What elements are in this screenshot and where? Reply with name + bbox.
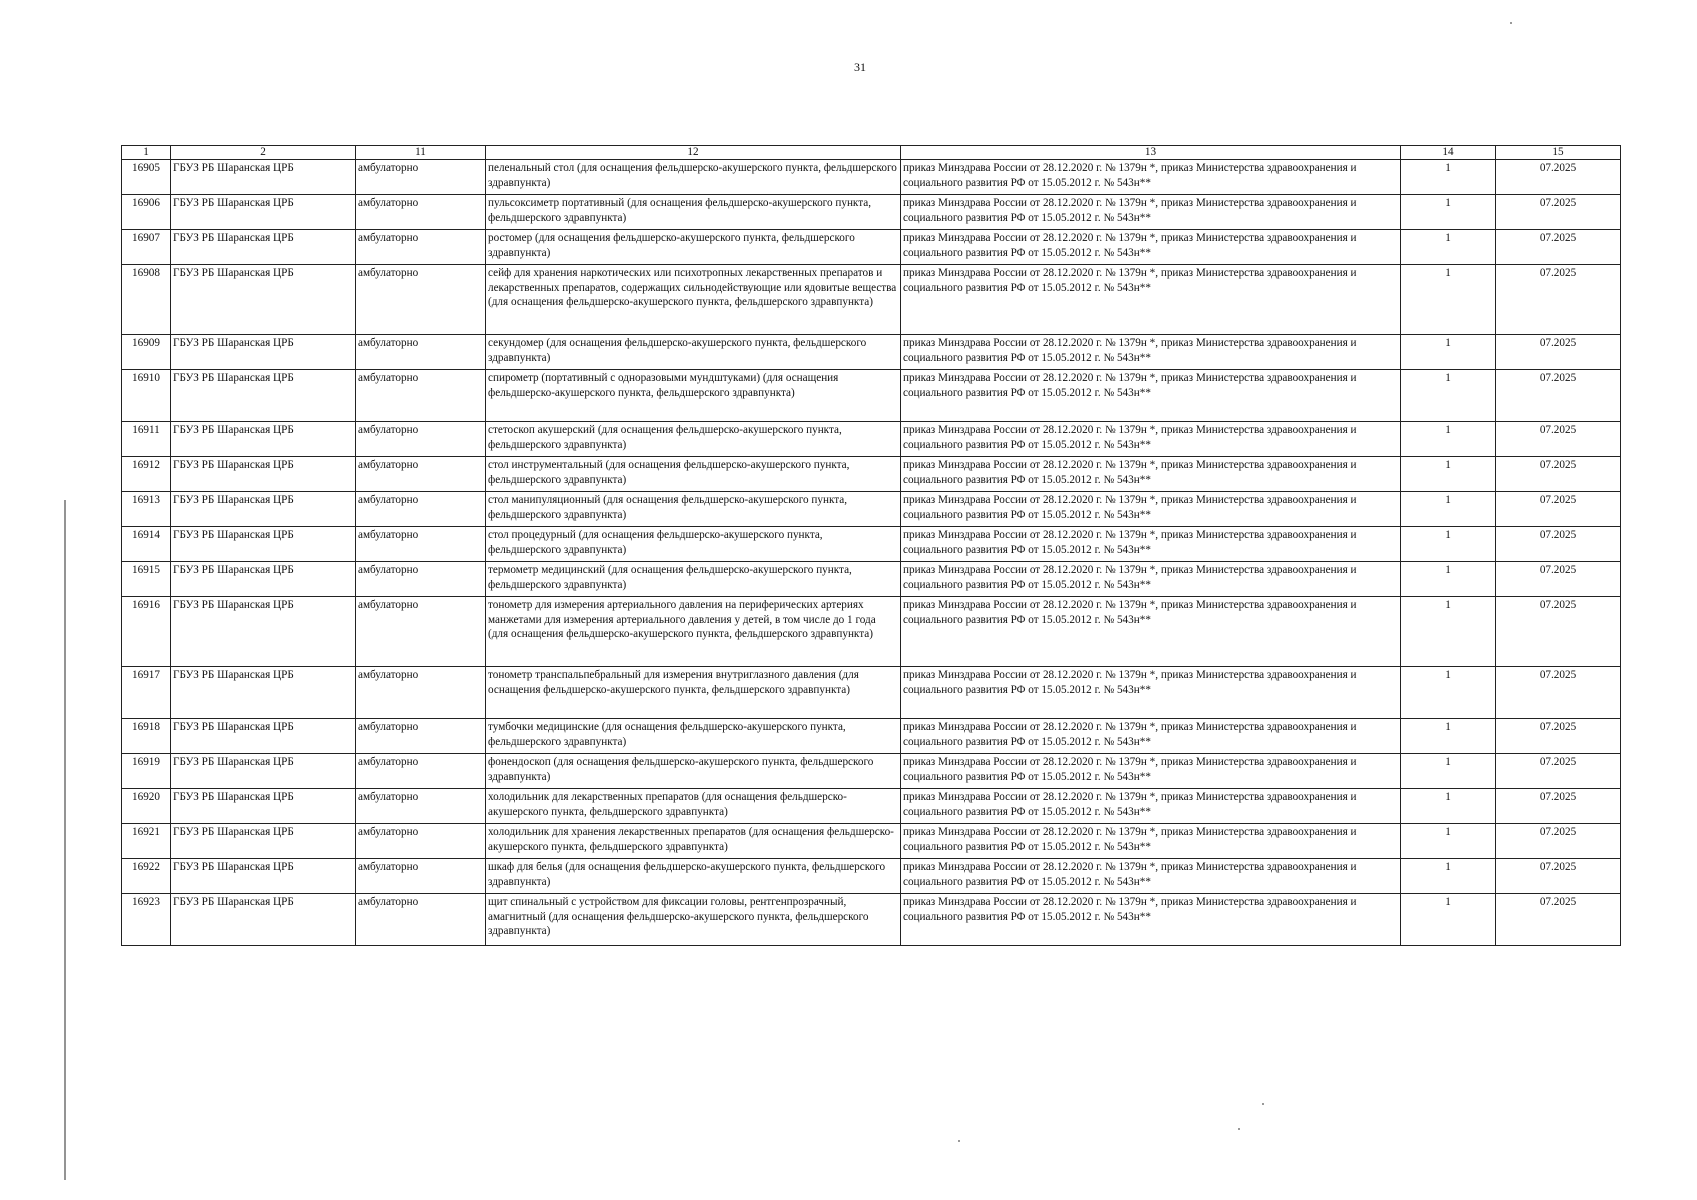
equipment-name: пеленальный стол (для оснащения фельдшерско-акушерского пункта, фельдшерского здравпункта) <box>486 160 901 195</box>
table-row <box>122 719 1621 754</box>
table-row <box>122 667 1621 719</box>
care-mode: амбулаторно <box>356 562 486 597</box>
organization-name: ГБУЗ РБ Шаранская ЦРБ <box>171 597 356 667</box>
organization-name: ГБУЗ РБ Шаранская ЦРБ <box>171 562 356 597</box>
row-number: 16915 <box>122 562 171 597</box>
care-mode: амбулаторно <box>356 754 486 789</box>
deadline-date: 07.2025 <box>1496 160 1621 195</box>
organization-name: ГБУЗ РБ Шаранская ЦРБ <box>171 667 356 719</box>
equipment-table <box>121 145 1621 946</box>
table-row <box>122 265 1621 335</box>
organization-name: ГБУЗ РБ Шаранская ЦРБ <box>171 754 356 789</box>
table-row <box>122 195 1621 230</box>
quantity: 1 <box>1401 230 1496 265</box>
organization-name: ГБУЗ РБ Шаранская ЦРБ <box>171 492 356 527</box>
care-mode: амбулаторно <box>356 597 486 667</box>
table-row <box>122 527 1621 562</box>
organization-name: ГБУЗ РБ Шаранская ЦРБ <box>171 422 356 457</box>
quantity: 1 <box>1401 597 1496 667</box>
quantity: 1 <box>1401 265 1496 335</box>
equipment-name: стол манипуляционный (для оснащения фельдшерско-акушерского пункта, фельдшерского здравпункта) <box>486 492 901 527</box>
legal-basis: приказ Минздрава России от 28.12.2020 г. № 1379н *, приказ Министерства здравоохранения и социального развития РФ от 15.05.2012 г. № 543н** <box>901 527 1401 562</box>
organization-name: ГБУЗ РБ Шаранская ЦРБ <box>171 824 356 859</box>
quantity: 1 <box>1401 824 1496 859</box>
quantity: 1 <box>1401 719 1496 754</box>
table-row <box>122 230 1621 265</box>
care-mode: амбулаторно <box>356 492 486 527</box>
deadline-date: 07.2025 <box>1496 195 1621 230</box>
equipment-name: секундомер (для оснащения фельдшерско-акушерского пункта, фельдшерского здравпункта) <box>486 335 901 370</box>
legal-basis: приказ Минздрава России от 28.12.2020 г. № 1379н *, приказ Министерства здравоохранения и социального развития РФ от 15.05.2012 г. № 543н** <box>901 597 1401 667</box>
row-number: 16914 <box>122 527 171 562</box>
scan-artifact-line <box>64 500 66 1180</box>
equipment-name: спирометр (портативный с одноразовыми мундштуками) (для оснащения фельдшерско-акушерского пункта, фельдшерского здравпункта) <box>486 370 901 422</box>
row-number: 16919 <box>122 754 171 789</box>
legal-basis: приказ Минздрава России от 28.12.2020 г. № 1379н *, приказ Министерства здравоохранения и социального развития РФ от 15.05.2012 г. № 543н** <box>901 492 1401 527</box>
equipment-name: тумбочки медицинские (для оснащения фельдшерско-акушерского пункта, фельдшерского здравпункта) <box>486 719 901 754</box>
deadline-date: 07.2025 <box>1496 492 1621 527</box>
table-row <box>122 754 1621 789</box>
care-mode: амбулаторно <box>356 527 486 562</box>
row-number: 16923 <box>122 894 171 946</box>
organization-name: ГБУЗ РБ Шаранская ЦРБ <box>171 195 356 230</box>
row-number: 16908 <box>122 265 171 335</box>
table-row <box>122 789 1621 824</box>
header-col-11: 11 <box>356 146 486 160</box>
header-col-14: 14 <box>1401 146 1496 160</box>
care-mode: амбулаторно <box>356 824 486 859</box>
legal-basis: приказ Минздрава России от 28.12.2020 г. № 1379н *, приказ Министерства здравоохранения и социального развития РФ от 15.05.2012 г. № 543н** <box>901 667 1401 719</box>
care-mode: амбулаторно <box>356 160 486 195</box>
legal-basis: приказ Минздрава России от 28.12.2020 г. № 1379н *, приказ Министерства здравоохранения и социального развития РФ от 15.05.2012 г. № 543н** <box>901 160 1401 195</box>
table-row <box>122 422 1621 457</box>
row-number: 16920 <box>122 789 171 824</box>
row-number: 16918 <box>122 719 171 754</box>
legal-basis: приказ Минздрава России от 28.12.2020 г. № 1379н *, приказ Министерства здравоохранения и социального развития РФ от 15.05.2012 г. № 543н** <box>901 824 1401 859</box>
legal-basis: приказ Минздрава России от 28.12.2020 г. № 1379н *, приказ Министерства здравоохранения и социального развития РФ от 15.05.2012 г. № 543н** <box>901 457 1401 492</box>
organization-name: ГБУЗ РБ Шаранская ЦРБ <box>171 265 356 335</box>
care-mode: амбулаторно <box>356 370 486 422</box>
table-row <box>122 370 1621 422</box>
equipment-name: стол инструментальный (для оснащения фельдшерско-акушерского пункта, фельдшерского здравпункта) <box>486 457 901 492</box>
header-col-2: 2 <box>171 146 356 160</box>
care-mode: амбулаторно <box>356 719 486 754</box>
row-number: 16917 <box>122 667 171 719</box>
deadline-date: 07.2025 <box>1496 335 1621 370</box>
table-row <box>122 492 1621 527</box>
organization-name: ГБУЗ РБ Шаранская ЦРБ <box>171 457 356 492</box>
deadline-date: 07.2025 <box>1496 562 1621 597</box>
legal-basis: приказ Минздрава России от 28.12.2020 г. № 1379н *, приказ Министерства здравоохранения и социального развития РФ от 15.05.2012 г. № 543н** <box>901 370 1401 422</box>
deadline-date: 07.2025 <box>1496 719 1621 754</box>
organization-name: ГБУЗ РБ Шаранская ЦРБ <box>171 370 356 422</box>
header-col-1: 1 <box>122 146 171 160</box>
deadline-date: 07.2025 <box>1496 894 1621 946</box>
row-number: 16909 <box>122 335 171 370</box>
table-row <box>122 335 1621 370</box>
deadline-date: 07.2025 <box>1496 527 1621 562</box>
quantity: 1 <box>1401 562 1496 597</box>
table-row <box>122 562 1621 597</box>
quantity: 1 <box>1401 492 1496 527</box>
row-number: 16911 <box>122 422 171 457</box>
deadline-date: 07.2025 <box>1496 824 1621 859</box>
row-number: 16912 <box>122 457 171 492</box>
legal-basis: приказ Минздрава России от 28.12.2020 г. № 1379н *, приказ Министерства здравоохранения и социального развития РФ от 15.05.2012 г. № 543н** <box>901 754 1401 789</box>
deadline-date: 07.2025 <box>1496 265 1621 335</box>
equipment-name: тонометр транспальпебральный для измерения внутриглазного давления (для оснащения фельдшерско-акушерского пункта, фельдшерского здравпункта) <box>486 667 901 719</box>
quantity: 1 <box>1401 527 1496 562</box>
table-row <box>122 457 1621 492</box>
row-number: 16916 <box>122 597 171 667</box>
scan-speck <box>1238 1128 1240 1130</box>
table-row <box>122 894 1621 946</box>
row-number: 16910 <box>122 370 171 422</box>
organization-name: ГБУЗ РБ Шаранская ЦРБ <box>171 335 356 370</box>
equipment-name: ростомер (для оснащения фельдшерско-акушерского пункта, фельдшерского здравпункта) <box>486 230 901 265</box>
care-mode: амбулаторно <box>356 230 486 265</box>
care-mode: амбулаторно <box>356 335 486 370</box>
quantity: 1 <box>1401 335 1496 370</box>
scan-speck <box>1262 1103 1264 1105</box>
legal-basis: приказ Минздрава России от 28.12.2020 г. № 1379н *, приказ Министерства здравоохранения и социального развития РФ от 15.05.2012 г. № 543н** <box>901 859 1401 894</box>
row-number: 16907 <box>122 230 171 265</box>
quantity: 1 <box>1401 754 1496 789</box>
deadline-date: 07.2025 <box>1496 859 1621 894</box>
quantity: 1 <box>1401 859 1496 894</box>
care-mode: амбулаторно <box>356 894 486 946</box>
quantity: 1 <box>1401 195 1496 230</box>
equipment-name: холодильник для лекарственных препаратов (для оснащения фельдшерско-акушерского пункта, фельдшерского здравпункта) <box>486 789 901 824</box>
header-col-15: 15 <box>1496 146 1621 160</box>
organization-name: ГБУЗ РБ Шаранская ЦРБ <box>171 160 356 195</box>
deadline-date: 07.2025 <box>1496 230 1621 265</box>
header-col-13: 13 <box>901 146 1401 160</box>
table-row <box>122 824 1621 859</box>
organization-name: ГБУЗ РБ Шаранская ЦРБ <box>171 859 356 894</box>
legal-basis: приказ Минздрава России от 28.12.2020 г. № 1379н *, приказ Министерства здравоохранения и социального развития РФ от 15.05.2012 г. № 543н** <box>901 562 1401 597</box>
page-number: 31 <box>854 60 866 74</box>
legal-basis: приказ Минздрава России от 28.12.2020 г. № 1379н *, приказ Министерства здравоохранения и социального развития РФ от 15.05.2012 г. № 543н** <box>901 719 1401 754</box>
quantity: 1 <box>1401 894 1496 946</box>
deadline-date: 07.2025 <box>1496 667 1621 719</box>
care-mode: амбулаторно <box>356 195 486 230</box>
row-number: 16921 <box>122 824 171 859</box>
quantity: 1 <box>1401 160 1496 195</box>
row-number: 16906 <box>122 195 171 230</box>
row-number: 16905 <box>122 160 171 195</box>
deadline-date: 07.2025 <box>1496 597 1621 667</box>
organization-name: ГБУЗ РБ Шаранская ЦРБ <box>171 789 356 824</box>
deadline-date: 07.2025 <box>1496 457 1621 492</box>
organization-name: ГБУЗ РБ Шаранская ЦРБ <box>171 719 356 754</box>
deadline-date: 07.2025 <box>1496 422 1621 457</box>
quantity: 1 <box>1401 667 1496 719</box>
care-mode: амбулаторно <box>356 457 486 492</box>
equipment-name: щит спинальный с устройством для фиксации головы, рентгенпрозрачный, амагнитный (для оснащения фельдшерско-акушерского пункта, фельдшерского здравпункта) <box>486 894 901 946</box>
header-row <box>122 146 1621 160</box>
organization-name: ГБУЗ РБ Шаранская ЦРБ <box>171 894 356 946</box>
quantity: 1 <box>1401 422 1496 457</box>
legal-basis: приказ Минздрава России от 28.12.2020 г. № 1379н *, приказ Министерства здравоохранения и социального развития РФ от 15.05.2012 г. № 543н** <box>901 894 1401 946</box>
table-row <box>122 859 1621 894</box>
deadline-date: 07.2025 <box>1496 754 1621 789</box>
organization-name: ГБУЗ РБ Шаранская ЦРБ <box>171 230 356 265</box>
quantity: 1 <box>1401 370 1496 422</box>
equipment-name: пульсоксиметр портативный (для оснащения фельдшерско-акушерского пункта, фельдшерского здравпункта) <box>486 195 901 230</box>
row-number: 16913 <box>122 492 171 527</box>
equipment-name: фонендоскоп (для оснащения фельдшерско-акушерского пункта, фельдшерского здравпункта) <box>486 754 901 789</box>
equipment-name: стол процедурный (для оснащения фельдшерско-акушерского пункта, фельдшерского здравпункта) <box>486 527 901 562</box>
deadline-date: 07.2025 <box>1496 370 1621 422</box>
scan-speck <box>958 1140 960 1142</box>
table-row <box>122 160 1621 195</box>
legal-basis: приказ Минздрава России от 28.12.2020 г. № 1379н *, приказ Министерства здравоохранения и социального развития РФ от 15.05.2012 г. № 543н** <box>901 422 1401 457</box>
care-mode: амбулаторно <box>356 789 486 824</box>
quantity: 1 <box>1401 457 1496 492</box>
legal-basis: приказ Минздрава России от 28.12.2020 г. № 1379н *, приказ Министерства здравоохранения и социального развития РФ от 15.05.2012 г. № 543н** <box>901 230 1401 265</box>
legal-basis: приказ Минздрава России от 28.12.2020 г. № 1379н *, приказ Министерства здравоохранения и социального развития РФ от 15.05.2012 г. № 543н** <box>901 789 1401 824</box>
care-mode: амбулаторно <box>356 422 486 457</box>
scan-speck <box>1510 22 1512 24</box>
deadline-date: 07.2025 <box>1496 789 1621 824</box>
legal-basis: приказ Минздрава России от 28.12.2020 г. № 1379н *, приказ Министерства здравоохранения и социального развития РФ от 15.05.2012 г. № 543н** <box>901 195 1401 230</box>
quantity: 1 <box>1401 789 1496 824</box>
legal-basis: приказ Минздрава России от 28.12.2020 г. № 1379н *, приказ Министерства здравоохранения и социального развития РФ от 15.05.2012 г. № 543н** <box>901 335 1401 370</box>
organization-name: ГБУЗ РБ Шаранская ЦРБ <box>171 527 356 562</box>
equipment-name: шкаф для белья (для оснащения фельдшерско-акушерского пункта, фельдшерского здравпункта) <box>486 859 901 894</box>
care-mode: амбулаторно <box>356 667 486 719</box>
equipment-name: холодильник для хранения лекарственных препаратов (для оснащения фельдшерско-акушерского пункта, фельдшерского здравпункта) <box>486 824 901 859</box>
equipment-name: стетоскоп акушерский (для оснащения фельдшерско-акушерского пункта, фельдшерского здравпункта) <box>486 422 901 457</box>
equipment-name: сейф для хранения наркотических или психотропных лекарственных препаратов и лекарственных препаратов, содержащих сильнодействующие или ядовитые вещества (для оснащения фельдшерско-акушерского пункта, фельдшерского здравпункта) <box>486 265 901 335</box>
table-row <box>122 597 1621 667</box>
row-number: 16922 <box>122 859 171 894</box>
equipment-name: тонометр для измерения артериального давления на периферических артериях манжетами для измерения артериального давления у детей, в том числе до 1 года (для оснащения фельдшерско-акушерского пункта, фельдшерского здравпункта) <box>486 597 901 667</box>
care-mode: амбулаторно <box>356 859 486 894</box>
care-mode: амбулаторно <box>356 265 486 335</box>
legal-basis: приказ Минздрава России от 28.12.2020 г. № 1379н *, приказ Министерства здравоохранения и социального развития РФ от 15.05.2012 г. № 543н** <box>901 265 1401 335</box>
header-col-12: 12 <box>486 146 901 160</box>
equipment-name: термометр медицинский (для оснащения фельдшерско-акушерского пункта, фельдшерского здравпункта) <box>486 562 901 597</box>
